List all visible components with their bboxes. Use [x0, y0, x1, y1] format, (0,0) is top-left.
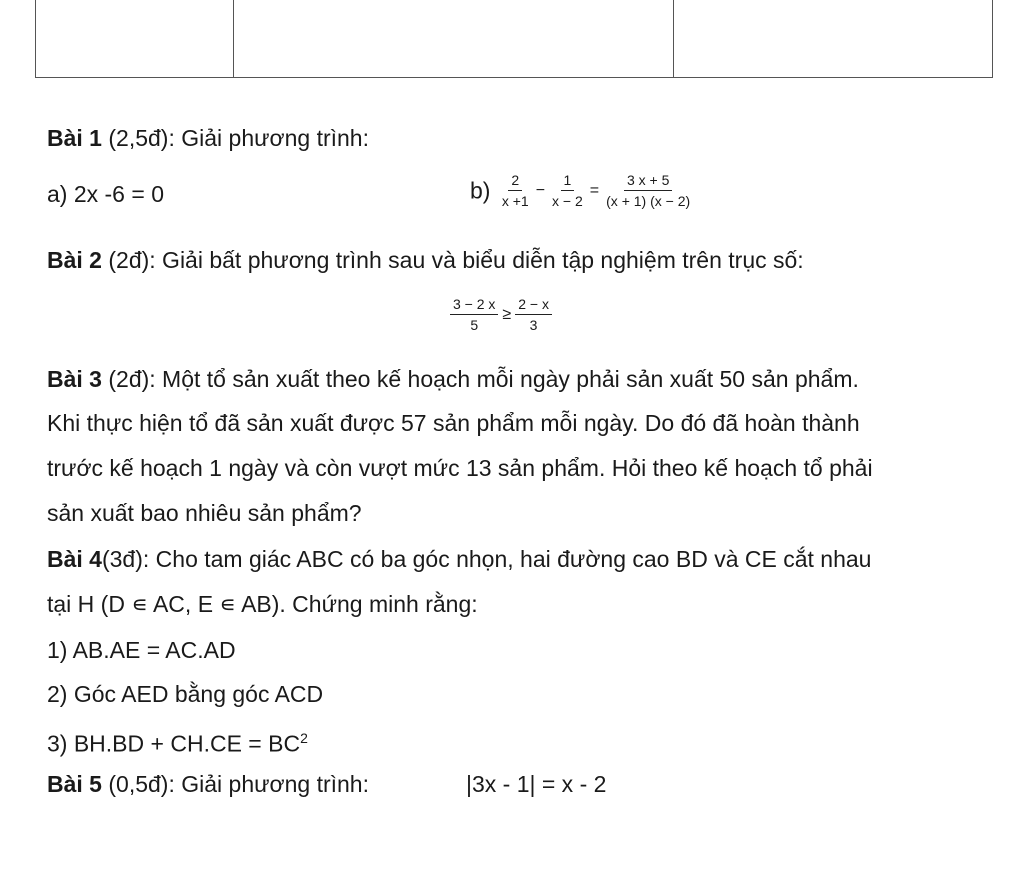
bai2-title: Bài 2 [47, 247, 102, 273]
bai4-line-2: tại H (D ∊ AC, E ∊ AB). Chứng minh rằng: [47, 591, 478, 617]
bai3-line-1 [47, 365, 859, 393]
fraction-denominator: 5 [470, 317, 479, 333]
bai4-item-1: 1) AB.AE = AC.AD [47, 637, 236, 663]
bai3-line-4: sản xuất bao nhiêu sản phẩm? [47, 500, 362, 526]
bai2-heading [47, 246, 804, 274]
bai1-b-fraction-3 [603, 172, 693, 209]
greater-equal-sign: ≥ [502, 305, 512, 323]
bai4-item-2: 2) Góc AED bằng góc ACD [47, 681, 324, 707]
bai3-text-1: (2đ): Một tổ sản xuất theo kế hoạch mỗi ngày phải sản xuất 50 sản phẩm. [108, 366, 859, 392]
bai1-b-fraction-1 [499, 172, 532, 209]
bai1-part-b [470, 172, 695, 209]
bai1-a-label: a) [47, 181, 68, 207]
bai4-title: Bài 4 [47, 546, 102, 572]
fraction-denominator: x − 2 [552, 193, 583, 209]
bai1-b-label: b) [470, 177, 491, 204]
exponent: 2 [300, 730, 308, 746]
bai2-inequality [448, 296, 554, 333]
fraction-numerator: 2 − x [515, 296, 552, 315]
fraction-numerator: 3 x + 5 [624, 172, 672, 191]
bai4-item-3 [47, 724, 308, 758]
table-divider [673, 0, 674, 77]
bai3-title: Bài 3 [47, 366, 102, 392]
bai4-item-3-text: 3) BH.BD + CH.CE = BC [47, 730, 301, 757]
bai1-heading [47, 124, 369, 152]
bai5-points: (0,5đ): Giải phương trình: [108, 771, 369, 797]
bai3-line-3: trước kế hoạch 1 ngày và còn vượt mức 13 sản phẩm. Hỏi theo kế hoạch tổ phải [47, 455, 873, 481]
equals-sign: = [589, 181, 600, 199]
table-divider [233, 0, 234, 77]
fraction-denominator: x +1 [501, 193, 529, 209]
bai5-heading [47, 770, 369, 798]
bai2-text: (2đ): Giải bất phương trình sau và biểu diễn tập nghiệm trên trục số: [108, 247, 804, 273]
fraction-numerator: 2 [508, 172, 522, 191]
bai2-fraction-2 [515, 296, 552, 333]
bai3-line-2: Khi thực hiện tổ đã sản xuất được 57 sản phẩm mỗi ngày. Do đó đã hoàn thành [47, 410, 860, 436]
bai1-part-a [47, 180, 164, 208]
minus-sign: − [535, 181, 546, 199]
header-table [35, 0, 993, 78]
bai1-a-equation: 2x -6 = 0 [73, 181, 164, 207]
bai4-text-1: (3đ): Cho tam giác ABC có ba góc nhọn, hai đường cao BD và CE cắt nhau [101, 546, 872, 572]
bai2-fraction-1 [450, 296, 498, 333]
bai1-title: Bài 1 [47, 125, 102, 151]
fraction-denominator: (x + 1) (x − 2) [606, 193, 691, 209]
bai1-points: (2,5đ): Giải phương trình: [108, 125, 369, 151]
bai5-title: Bài 5 [47, 771, 102, 797]
bai4-line-1 [47, 545, 871, 573]
fraction-numerator: 3 − 2 x [450, 296, 498, 315]
bai1-b-fraction-2 [549, 172, 586, 209]
fraction-numerator: 1 [561, 172, 575, 191]
fraction-denominator: 3 [529, 317, 538, 333]
bai5-equation: |3x - 1| = x - 2 [466, 771, 607, 797]
